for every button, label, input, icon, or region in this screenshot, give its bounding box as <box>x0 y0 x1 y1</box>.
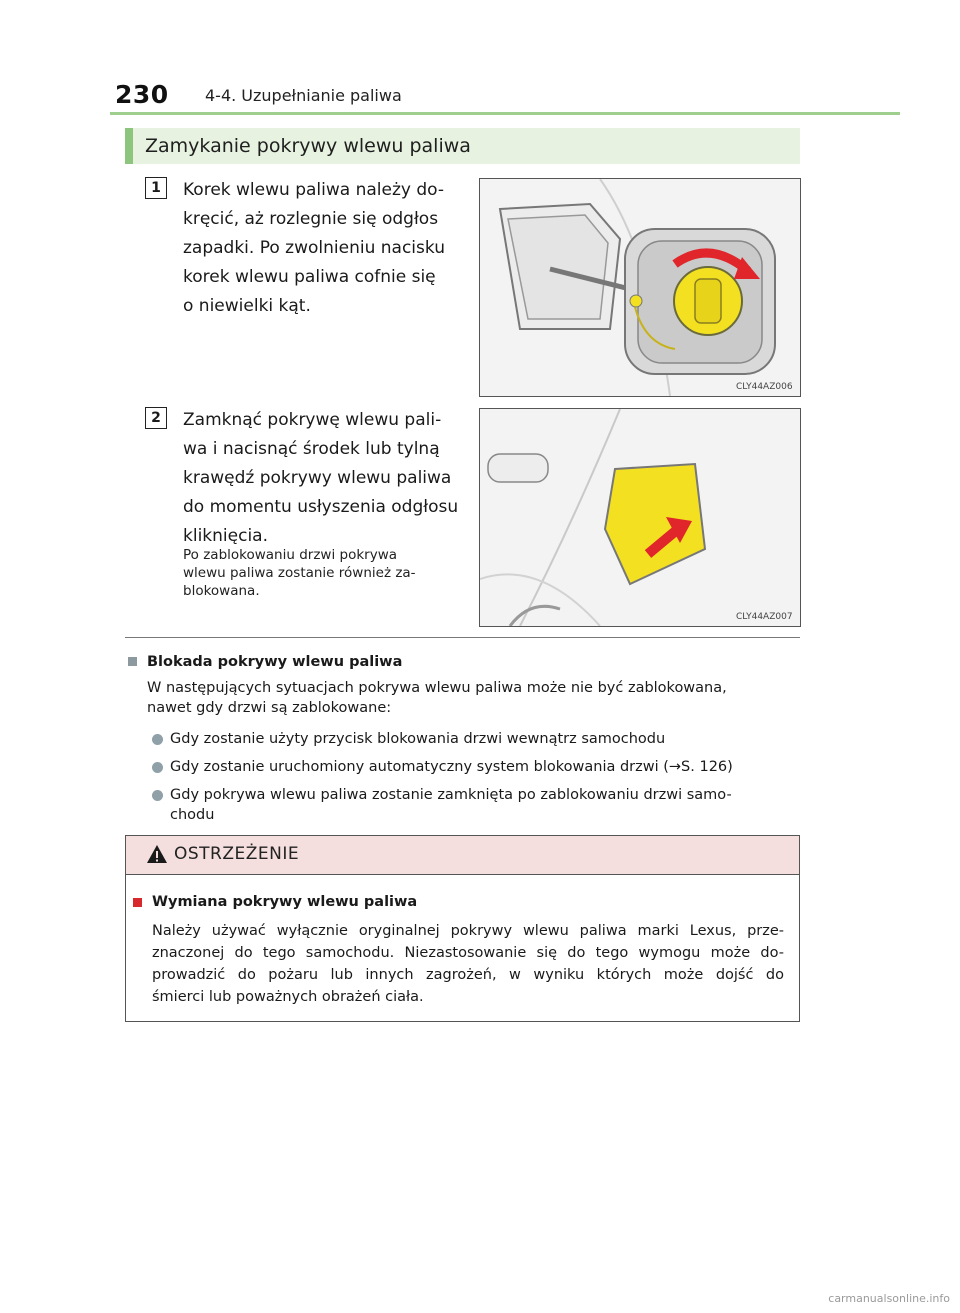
section-accent <box>125 128 133 164</box>
text-line: W następujących sytuacjach pokrywa wlewu paliwa może nie być zablokowana, <box>147 680 727 696</box>
text-line: kręcić, aż rozlegnie się odgłos <box>183 209 439 229</box>
fuel-door-drawing <box>480 409 800 626</box>
text-line: wa i nacisnąć środek lub tylną <box>183 439 440 459</box>
text-line: zapadki. Po zwolnieniu nacisku <box>183 238 445 258</box>
warning-triangle-icon <box>146 844 168 864</box>
text-line: znaczonej do tego samochodu. Niezastosowanie się do tego wymogu może do- <box>152 945 784 961</box>
info-heading: Blokada pokrywy wlewu paliwa <box>147 654 403 670</box>
header-rule <box>110 112 900 115</box>
info-bullet-2: Gdy zostanie uruchomiony automatyczny system blokowania drzwi (→S. 126) <box>170 759 733 775</box>
info-intro <box>147 678 797 718</box>
step-1-text <box>183 176 463 321</box>
step-1-number: 1 <box>145 177 167 199</box>
warning-heading: Wymiana pokrywy wlewu paliwa <box>152 894 418 910</box>
section-divider <box>125 637 800 638</box>
fuel-door-illustration <box>479 408 801 627</box>
note-line: wlewu paliwa zostanie również za- <box>183 565 416 581</box>
text-line: krawędź pokrywy wlewu paliwa <box>183 468 452 488</box>
step-2-note <box>183 546 463 600</box>
text-line: Korek wlewu paliwa należy do- <box>183 180 444 200</box>
info-bullet-3 <box>170 785 800 825</box>
bullet-dot-icon <box>152 762 163 773</box>
section-title: Zamykanie pokrywy wlewu paliwa <box>145 135 471 157</box>
image-code: CLY44AZ006 <box>736 382 793 392</box>
fuel-cap-illustration <box>479 178 801 397</box>
page-number: 230 <box>115 80 169 109</box>
warning-header <box>126 836 799 875</box>
text-line: do momentu usłyszenia odgłosu <box>183 497 459 517</box>
step-2-text <box>183 406 463 551</box>
bullet-dot-icon <box>152 790 163 801</box>
text-line: prowadzić do pożaru lub innych zagrożeń, w wyniku których może dojść do <box>152 967 784 983</box>
info-bullet-1: Gdy zostanie użyty przycisk blokowania drzwi wewnątrz samochodu <box>170 731 666 747</box>
text-line: chodu <box>170 807 215 823</box>
text-line: korek wlewu paliwa cofnie się <box>183 267 436 287</box>
text-line: Należy używać wyłącznie oryginalnej pokrywy wlewu paliwa marki Lexus, prze- <box>152 923 784 939</box>
text-line: kliknięcia. <box>183 526 268 546</box>
text-line: nawet gdy drzwi są zablokowane: <box>147 700 392 716</box>
warning-title: OSTRZEŻENIE <box>174 844 300 864</box>
text-line: o niewielki kąt. <box>183 296 311 316</box>
fuel-cap-drawing <box>480 179 800 396</box>
warning-body <box>152 920 784 1008</box>
note-line: blokowana. <box>183 583 260 599</box>
red-square-bullet-icon <box>133 898 142 907</box>
footer-watermark: carmanualsonline.info <box>828 1292 950 1305</box>
text-line: Gdy pokrywa wlewu paliwa zostanie zamknięta po zablokowaniu drzwi samo- <box>170 787 732 803</box>
square-bullet-icon <box>128 657 137 666</box>
warning-box <box>125 835 800 1022</box>
running-head: 4-4. Uzupełnianie paliwa <box>205 86 402 105</box>
text-line: Zamknąć pokrywę wlewu pali- <box>183 410 442 430</box>
text-line: śmierci lub poważnych obrażeń ciała. <box>152 989 424 1005</box>
bullet-dot-icon <box>152 734 163 745</box>
note-line: Po zablokowaniu drzwi pokrywa <box>183 547 398 563</box>
image-code: CLY44AZ007 <box>736 612 793 622</box>
step-2-number: 2 <box>145 407 167 429</box>
section-title-bar <box>125 128 800 164</box>
